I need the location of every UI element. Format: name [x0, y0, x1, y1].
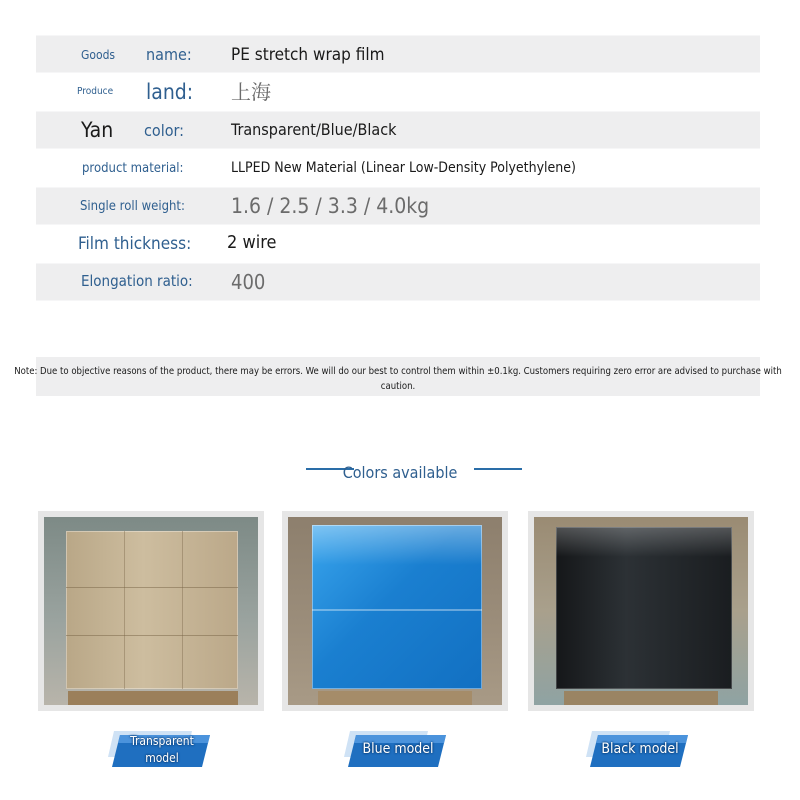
- photo-frame-black: [528, 511, 754, 711]
- note-bar: [14, 357, 782, 396]
- black-model-photo: [534, 517, 748, 705]
- spec-row-goods-name: [36, 35, 760, 73]
- blue-model-badge: [342, 731, 454, 769]
- transparent-model-label-line2: model: [145, 751, 179, 765]
- spec-value-material: LLPED New Material (Linear Low-Density Polyethylene): [231, 160, 576, 176]
- spec-row-elongation: [36, 263, 760, 301]
- spec-row-weight: [36, 187, 760, 225]
- heading-line-right: [474, 468, 522, 470]
- spec-row-color: [36, 111, 760, 149]
- black-model-badge: [584, 731, 696, 769]
- spec-value-elongation: 400: [231, 270, 266, 294]
- spec-value-color: Transparent/Blue/Black: [231, 120, 397, 139]
- transparent-model-badge: [106, 731, 218, 769]
- spec-label-produce: Produce: [77, 86, 114, 97]
- spec-label-color: color:: [144, 121, 185, 140]
- transparent-model-photo: [44, 517, 258, 705]
- black-model-label: Black model: [601, 741, 679, 757]
- spec-label-thickness: Film thickness:: [78, 234, 192, 254]
- colors-heading-title: Colors available: [342, 463, 458, 482]
- spec-value-thickness: 2 wire: [227, 232, 277, 253]
- spec-label-goods: Goods: [81, 48, 116, 62]
- spec-value-weight: 1.6 / 2.5 / 3.3 / 4.0kg: [231, 194, 430, 218]
- spec-label-material: product material:: [82, 161, 184, 176]
- spec-label-name: name:: [146, 45, 192, 64]
- photo-frame-blue: [282, 511, 508, 711]
- spec-label-elongation: Elongation ratio:: [81, 272, 193, 290]
- transparent-model-label-line1: Transparent: [130, 734, 194, 748]
- colors-heading: [0, 460, 800, 484]
- spec-label-yan: Yan: [81, 118, 114, 142]
- spec-row-thickness: [36, 225, 760, 263]
- spec-table: [36, 35, 760, 301]
- spec-row-produce-land: [36, 73, 760, 111]
- spec-value-produce-land: 上海: [231, 80, 271, 104]
- spec-value-goods-name: PE stretch wrap film: [231, 45, 385, 65]
- transparent-pallet-load: [66, 531, 238, 689]
- note-text: Note: Due to objective reasons of the product, there may be errors. We will do our best to control them within ±0.1kg. Customers requiring zero error are advised to purchase with caution.: [14, 366, 782, 392]
- blue-model-label: Blue model: [362, 741, 434, 757]
- spec-label-weight: Single roll weight:: [80, 199, 185, 214]
- spec-label-land: land:: [146, 80, 194, 104]
- photo-frame-transparent: [38, 511, 264, 711]
- spec-row-material: [36, 149, 760, 187]
- blue-model-photo: [288, 517, 502, 705]
